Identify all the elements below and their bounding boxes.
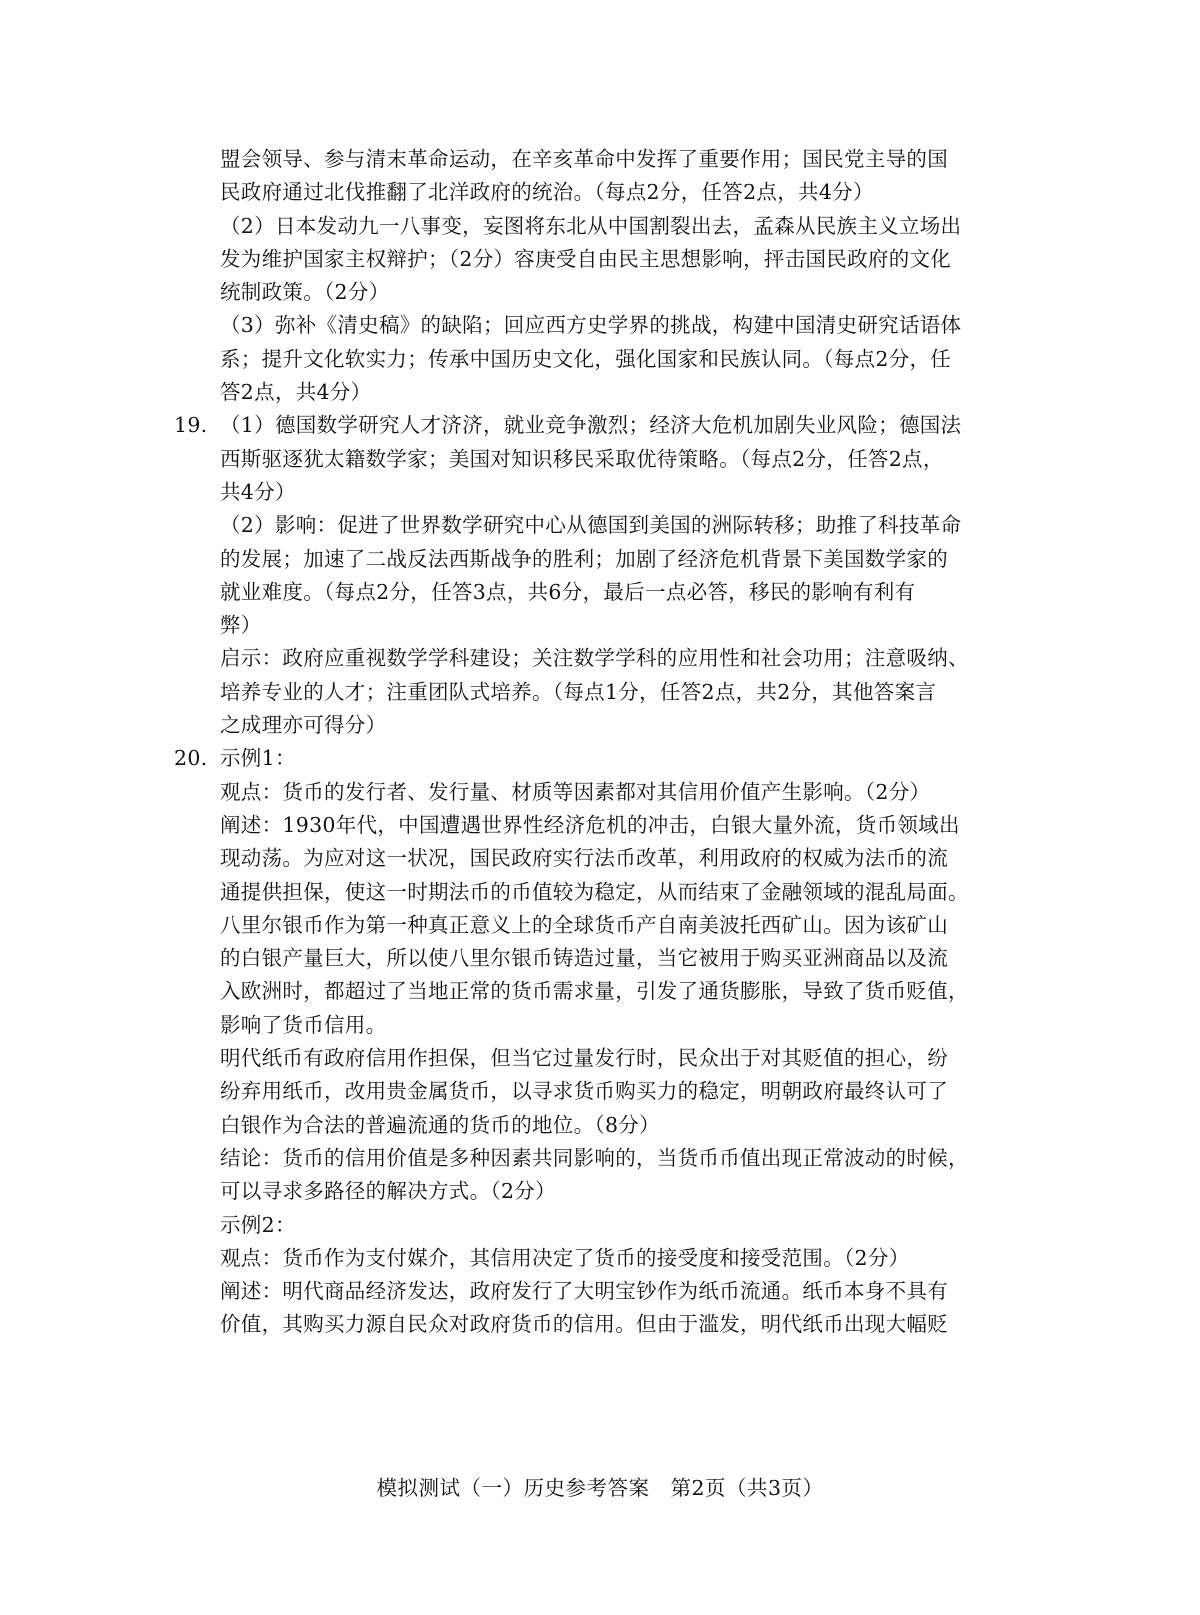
text-line: 入欧洲时，都超过了当地正常的货币需求量，引发了通货膨胀，导致了货币贬值，	[220, 979, 969, 1004]
text-line: 之成理亦可得分）	[220, 713, 387, 738]
text-line: （2）影响：促进了世界数学研究中心从德国到美国的洲际转移；助推了科技革命	[220, 513, 962, 538]
text-line: 培养专业的人才；注重团队式培养。（每点1分，任答2点，共2分，其他答案言	[220, 679, 937, 704]
text-line: （3）弥补《清史稿》的缺陷；回应西方史学界的挑战，构建中国清史研究话语体	[220, 313, 962, 338]
answer-text-block	[174, 143, 995, 1342]
question-number-20: 20.	[174, 746, 208, 771]
page-footer: 模拟测试（一）历史参考答案 第2页（共3页）	[376, 1476, 824, 1500]
text-line: 共4分）	[220, 479, 296, 504]
text-line: （2）日本发动九一八事变，妄图将东北从中国割裂出去，孟森从民族主义立场出	[220, 213, 962, 238]
text-line: 白银作为合法的普遍流通的货币的地位。（8分）	[220, 1112, 660, 1137]
text-line: 答2点，共4分）	[220, 380, 372, 405]
text-line: 价值，其购买力源自民众对政府货币的信用。但由于滥发，明代纸币出现大幅贬	[220, 1312, 948, 1337]
question-20-first-line	[174, 742, 995, 775]
text-line: 系；提升文化软实力；传承中国历史文化，强化国家和民族认同。（每点2分，任	[220, 346, 952, 371]
text-line: 明代纸币有政府信用作担保，但当它过量发行时，民众出于对其贬值的担心，纷	[220, 1046, 948, 1071]
text-line: 纷弃用纸币，改用贵金属货币，以寻求货币购买力的稳定，明朝政府最终认可了	[220, 1079, 948, 1104]
text-line: 观点：货币的发行者、发行量、材质等因素都对其信用价值产生影响。（2分）	[220, 779, 931, 804]
question-19-first-line	[174, 409, 995, 442]
text-line: 阐述：1930年代，中国遭遇世界性经济危机的冲击，白银大量外流，货币领域出	[220, 812, 960, 837]
text-line: （1）德国数学研究人才济济，就业竞争激烈；经济大危机加剧失业风险；德国法	[220, 413, 962, 438]
text-line: 的白银产量巨大，所以使八里尔银币铸造过量，当它被用于购买亚洲商品以及流	[220, 946, 948, 971]
text-line: 就业难度。（每点2分，任答3点，共6分，最后一点必答，移民的影响有利有	[220, 579, 916, 604]
text-line: 通提供担保，使这一时期法币的币值较为稳定，从而结束了金融领域的混乱局面。	[220, 879, 969, 904]
text-line: 盟会领导、参与清末革命运动，在辛亥革命中发挥了重要作用；国民党主导的国	[220, 147, 948, 171]
text-line: 统制政策。（2分）	[220, 280, 390, 305]
text-line: 观点：货币作为支付媒介，其信用决定了货币的接受度和接受范围。（2分）	[220, 1245, 910, 1270]
text-line: 西斯驱逐犹太籍数学家；美国对知识移民采取优待策略。（每点2分，任答2点，	[220, 446, 944, 471]
text-line: 示例2：	[220, 1212, 296, 1237]
question-number-19: 19.	[174, 413, 208, 438]
text-line: 现动荡。为应对这一状况，国民政府实行法币改革，利用政府的权威为法币的流	[220, 846, 948, 871]
text-line: 结论：货币的信用价值是多种因素共同影响的，当货币币值出现正常波动的时候，	[220, 1145, 969, 1170]
text-line: 可以寻求多路径的解决方式。（2分）	[220, 1179, 556, 1204]
text-line: 八里尔银币作为第一种真正意义上的全球货币产自南美波托西矿山。因为该矿山	[220, 912, 948, 937]
text-line: 影响了货币信用。	[220, 1012, 387, 1037]
text-line: 弊）	[220, 613, 262, 638]
text-line: 启示：政府应重视数学学科建设；关注数学学科的应用性和社会功用；注意吸纳、	[220, 646, 969, 671]
text-line: 示例1：	[220, 746, 296, 771]
text-line: 民政府通过北伐推翻了北洋政府的统治。（每点2分，任答2点，共4分）	[220, 180, 874, 205]
text-line: 阐述：明代商品经济发达，政府发行了大明宝钞作为纸币流通。纸币本身不具有	[220, 1279, 948, 1304]
text-line: 的发展；加速了二战反法西斯战争的胜利；加剧了经济危机背景下美国数学家的	[220, 546, 948, 571]
text-line: 发为维护国家主权辩护；（2分）容庚受自由民主思想影响，抨击国民政府的文化	[220, 246, 952, 271]
